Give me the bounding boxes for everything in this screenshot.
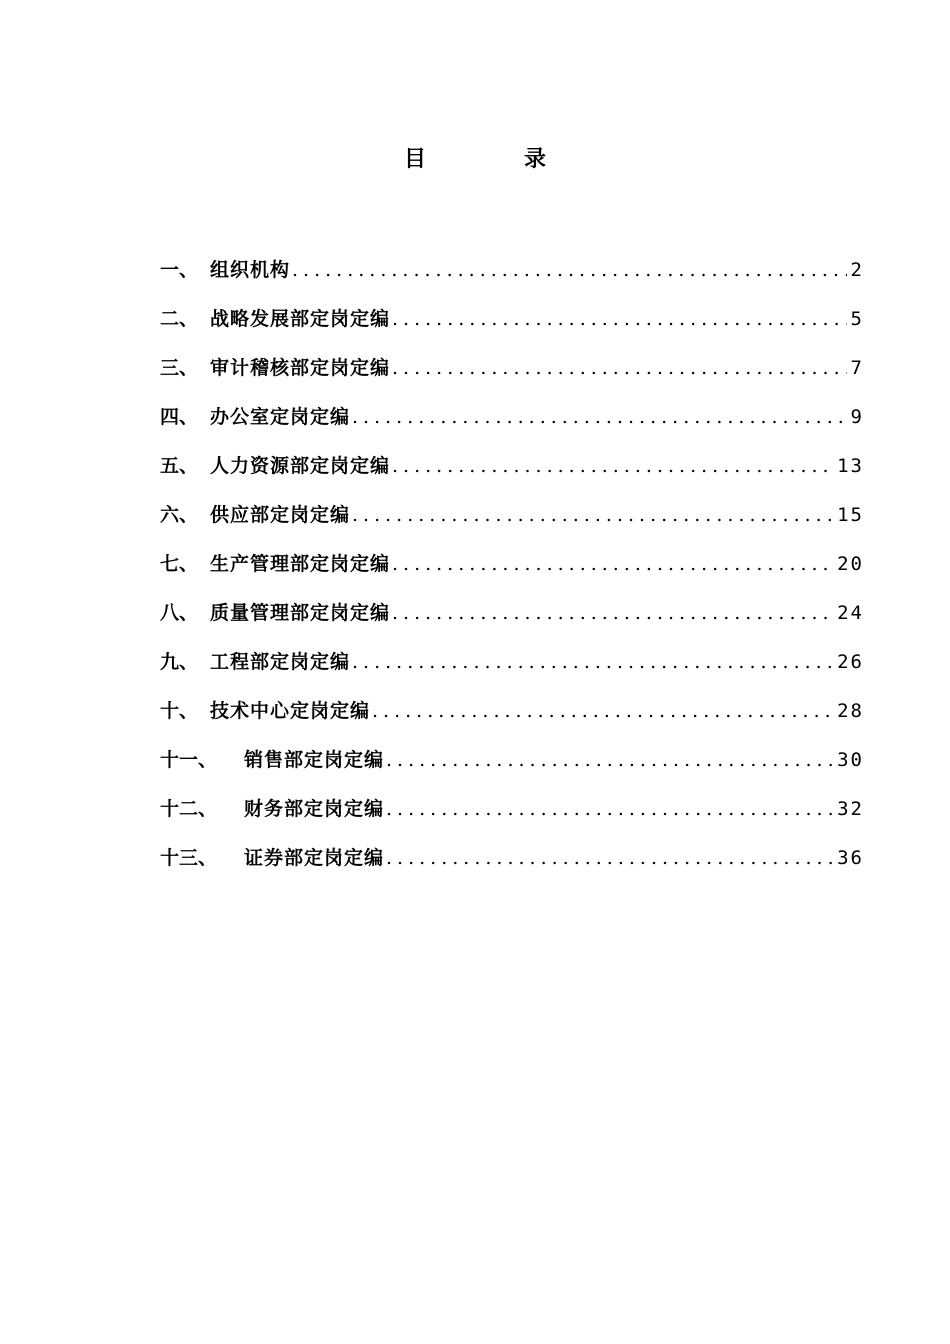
toc-entry-page: 7 bbox=[850, 357, 864, 379]
toc-entry[interactable] bbox=[160, 745, 864, 794]
toc-entry-page: 15 bbox=[837, 504, 864, 526]
toc-entry-page: 13 bbox=[837, 455, 864, 477]
toc-dot-leader bbox=[386, 798, 833, 820]
toc-dot-leader bbox=[352, 651, 833, 673]
toc-entry-number: 二、 bbox=[160, 308, 199, 330]
toc-entry[interactable] bbox=[160, 402, 864, 451]
toc-dot-leader bbox=[372, 700, 833, 722]
toc-entry[interactable] bbox=[160, 353, 864, 402]
toc-entry-label: 战略发展部定岗定编 bbox=[210, 308, 391, 330]
toc-entry[interactable] bbox=[160, 500, 864, 549]
toc-dot-leader bbox=[392, 455, 833, 477]
toc-dot-leader bbox=[292, 259, 847, 281]
toc-entry-number: 十、 bbox=[160, 700, 199, 722]
toc-list bbox=[160, 255, 864, 892]
toc-entry[interactable] bbox=[160, 794, 864, 843]
toc-entry-label: 组织机构 bbox=[210, 259, 291, 281]
toc-entry[interactable] bbox=[160, 696, 864, 745]
toc-entry[interactable] bbox=[160, 647, 864, 696]
toc-entry-number: 十二、 bbox=[160, 798, 218, 820]
toc-entry-number: 十三、 bbox=[160, 847, 218, 869]
toc-entry[interactable] bbox=[160, 549, 864, 598]
toc-entry-label: 生产管理部定岗定编 bbox=[210, 553, 391, 575]
toc-dot-leader bbox=[392, 553, 833, 575]
toc-entry-page: 30 bbox=[837, 749, 864, 771]
toc-dot-leader bbox=[392, 602, 833, 624]
toc-entry-number: 八、 bbox=[160, 602, 199, 624]
toc-entry-label: 销售部定岗定编 bbox=[244, 749, 385, 771]
toc-entry[interactable] bbox=[160, 843, 864, 892]
toc-title: 目 录 bbox=[403, 146, 584, 172]
toc-entry[interactable] bbox=[160, 598, 864, 647]
toc-dot-leader bbox=[392, 357, 847, 379]
toc-dot-leader bbox=[386, 847, 833, 869]
toc-entry-number: 六、 bbox=[160, 504, 199, 526]
toc-entry-page: 32 bbox=[837, 798, 864, 820]
toc-entry-label: 质量管理部定岗定编 bbox=[210, 602, 391, 624]
toc-dot-leader bbox=[386, 749, 833, 771]
toc-entry-page: 9 bbox=[850, 406, 864, 428]
toc-entry[interactable] bbox=[160, 304, 864, 353]
toc-entry-number: 五、 bbox=[160, 455, 199, 477]
toc-dot-leader bbox=[392, 308, 847, 330]
toc-entry-label: 财务部定岗定编 bbox=[244, 798, 385, 820]
toc-entry-page: 2 bbox=[850, 259, 864, 281]
toc-entry-number: 一、 bbox=[160, 259, 199, 281]
toc-entry-page: 28 bbox=[837, 700, 864, 722]
toc-entry-page: 20 bbox=[837, 553, 864, 575]
toc-dot-leader bbox=[352, 504, 833, 526]
toc-entry-label: 办公室定岗定编 bbox=[210, 406, 351, 428]
toc-dot-leader bbox=[352, 406, 847, 428]
toc-entry-number: 七、 bbox=[160, 553, 199, 575]
toc-entry-number: 三、 bbox=[160, 357, 199, 379]
toc-entry-page: 24 bbox=[837, 602, 864, 624]
toc-entry-page: 5 bbox=[850, 308, 864, 330]
toc-entry-label: 审计稽核部定岗定编 bbox=[210, 357, 391, 379]
toc-entry-label: 证券部定岗定编 bbox=[244, 847, 385, 869]
toc-entry-page: 36 bbox=[837, 847, 864, 869]
toc-entry[interactable] bbox=[160, 451, 864, 500]
toc-entry[interactable] bbox=[160, 255, 864, 304]
toc-entry-number: 四、 bbox=[160, 406, 199, 428]
toc-entry-label: 人力资源部定岗定编 bbox=[210, 455, 391, 477]
toc-entry-number: 九、 bbox=[160, 651, 199, 673]
toc-entry-number: 十一、 bbox=[160, 749, 218, 771]
toc-entry-label: 工程部定岗定编 bbox=[210, 651, 351, 673]
toc-entry-label: 技术中心定岗定编 bbox=[210, 700, 371, 722]
toc-entry-label: 供应部定岗定编 bbox=[210, 504, 351, 526]
toc-entry-page: 26 bbox=[837, 651, 864, 673]
